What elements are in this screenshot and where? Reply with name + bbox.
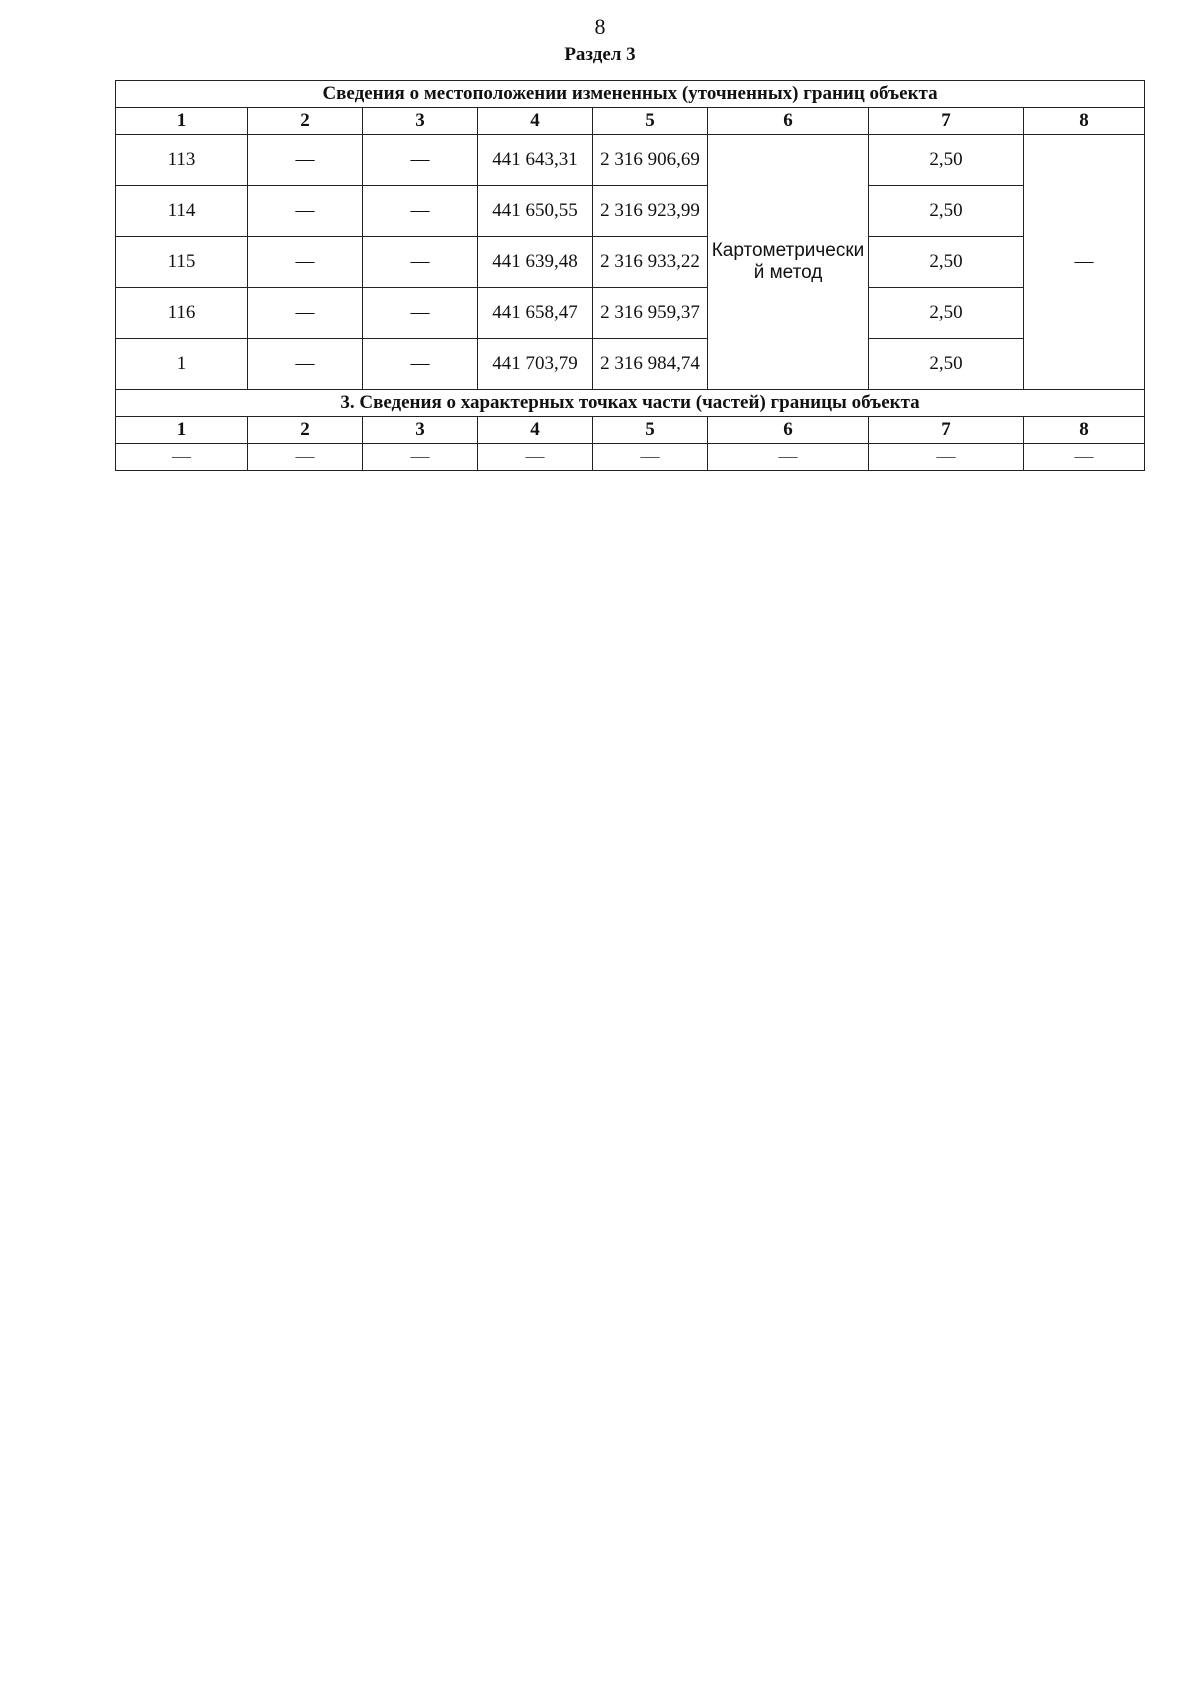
- table-cell: —: [1024, 444, 1145, 471]
- coord-y: 2 316 923,99: [593, 186, 708, 237]
- table1-caption: Сведения о местоположении измененных (уточненных) границ объекта: [116, 81, 1145, 108]
- boundary-table: [115, 80, 1145, 471]
- table1-header-cell: 1: [116, 108, 248, 135]
- table-row: [116, 135, 1145, 186]
- section-title: Раздел 3: [564, 44, 636, 65]
- table2-header-cell: 3: [363, 417, 478, 444]
- table-cell: —: [708, 444, 869, 471]
- table-cell: —: [478, 444, 593, 471]
- method-line-1: Картометрически: [711, 240, 865, 261]
- point-number: 113: [116, 135, 248, 186]
- table1-header-cell: 3: [363, 108, 478, 135]
- table2-header-cell: 6: [708, 417, 869, 444]
- coord-x: 441 643,31: [478, 135, 593, 186]
- accuracy: 2,50: [869, 237, 1024, 288]
- point-number: 115: [116, 237, 248, 288]
- coord-y: 2 316 906,69: [593, 135, 708, 186]
- table-cell: —: [363, 339, 478, 390]
- method-cell: [708, 135, 869, 390]
- table2-header-cell: 8: [1024, 417, 1145, 444]
- table1-caption-row: [116, 81, 1145, 108]
- table2-header-row: [116, 417, 1145, 444]
- coord-y: 2 316 933,22: [593, 237, 708, 288]
- table-cell: —: [248, 339, 363, 390]
- coord-x: 441 703,79: [478, 339, 593, 390]
- table2-header-cell: 7: [869, 417, 1024, 444]
- table-cell: —: [363, 186, 478, 237]
- accuracy: 2,50: [869, 288, 1024, 339]
- point-number: 1: [116, 339, 248, 390]
- table-row: [116, 237, 1145, 288]
- table-cell: —: [363, 135, 478, 186]
- coord-x: 441 639,48: [478, 237, 593, 288]
- point-number: 114: [116, 186, 248, 237]
- coord-y: 2 316 959,37: [593, 288, 708, 339]
- table1-header-cell: 6: [708, 108, 869, 135]
- table2-header-cell: 2: [248, 417, 363, 444]
- table-cell: —: [363, 288, 478, 339]
- coord-y: 2 316 984,74: [593, 339, 708, 390]
- table-cell: —: [248, 237, 363, 288]
- table-row: [116, 288, 1145, 339]
- table-row: [116, 339, 1145, 390]
- table1-header-cell: 5: [593, 108, 708, 135]
- col8-cell: —: [1024, 135, 1145, 390]
- table2-header-cell: 1: [116, 417, 248, 444]
- table1-header-cell: 8: [1024, 108, 1145, 135]
- table2-header-cell: 4: [478, 417, 593, 444]
- table-cell: —: [248, 135, 363, 186]
- point-number: 116: [116, 288, 248, 339]
- table-cell: —: [593, 444, 708, 471]
- table-row: [116, 186, 1145, 237]
- table-cell: —: [248, 186, 363, 237]
- page-number: 8: [594, 14, 606, 39]
- accuracy: 2,50: [869, 186, 1024, 237]
- accuracy: 2,50: [869, 135, 1024, 186]
- table1-header-row: [116, 108, 1145, 135]
- table-cell: —: [248, 444, 363, 471]
- table-cell: —: [248, 288, 363, 339]
- table1-header-cell: 4: [478, 108, 593, 135]
- table2-caption: 3. Сведения о характерных точках части (частей) границы объекта: [116, 390, 1145, 417]
- table2-caption-row: [116, 390, 1145, 417]
- method-line-2: й метод: [753, 262, 823, 283]
- table-cell: —: [116, 444, 248, 471]
- table-row: [116, 444, 1145, 471]
- table-cell: —: [363, 237, 478, 288]
- table2-header-cell: 5: [593, 417, 708, 444]
- table1-header-cell: 7: [869, 108, 1024, 135]
- table1-header-cell: 2: [248, 108, 363, 135]
- table-cell: —: [869, 444, 1024, 471]
- accuracy: 2,50: [869, 339, 1024, 390]
- table-cell: —: [363, 444, 478, 471]
- coord-x: 441 650,55: [478, 186, 593, 237]
- coord-x: 441 658,47: [478, 288, 593, 339]
